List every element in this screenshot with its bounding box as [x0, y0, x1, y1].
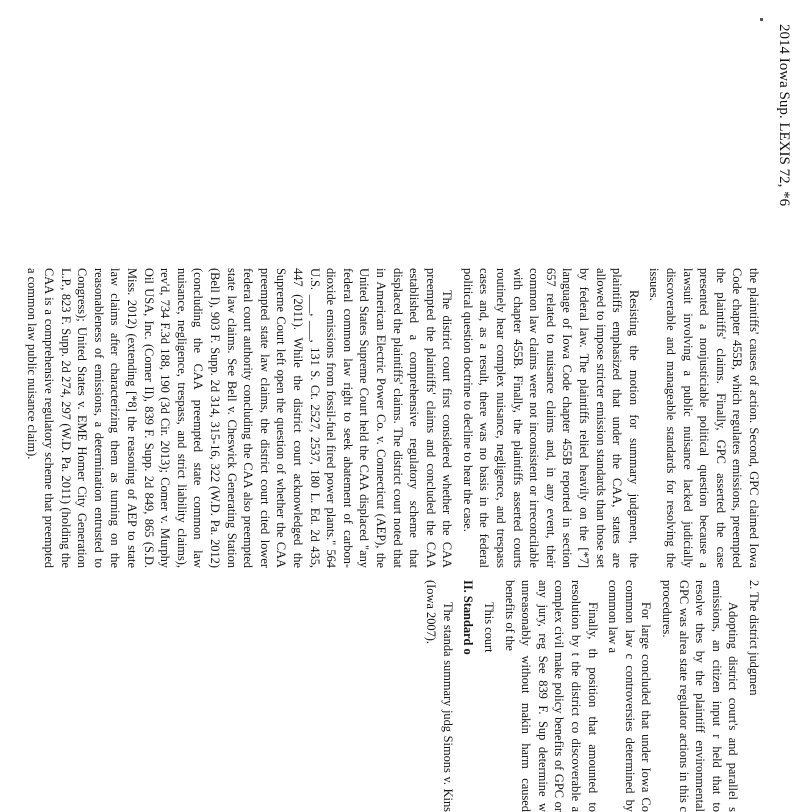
page-header — [772, 24, 792, 584]
citation-header: 2014 Iowa Sup. LEXIS 72, *6 — [776, 24, 792, 207]
paragraph: The standa summary judg Simons v. Kins (Iowa 2007). — [424, 580, 455, 812]
paragraph: For large concluded that under Iowa Co common law c controversies determined by common law a — [606, 580, 654, 812]
paragraph: Resisting the motion for summary judgment, the plaintiffs emphasized that under the CAA, states are allowed to impose stricter emission standards than those set by federal law. The plaintiffs relied heavily on the [*7] language of Iowa Code chapter 455B reported in section 657 related to nuisance claims and, in any event, their common law claims were not inconsistent or irreconcilable with chapter 455B. Finally, the plaintiffs asserted courts routinely hear complex nuisance, negligence, and trespass cases and, as a result, there was no basis in the federal political question doctrine to decline to hear the case. — [460, 268, 641, 568]
section-heading: II. Standard o — [461, 580, 476, 655]
paragraph: The district court first considered whether the CAA preempted the plaintiffs' claims and concluded the CAA established a comprehensive regulatory scheme that displaced the plaintiffs' claims. The district court noted that in American Electric Power Co. v. Connecticut (AEP), the United States Supreme Court held the CAA displaced "any federal common law right to seek abatement of carbon-dioxide emissions from fossil-fuel fired power plants." 564 U.S. ___, ___, 131 S. Ct. 2527, 2537, 180 L. Ed. 2d 435, 447 (2011). While the district court acknowledged the Supreme Court left open the question of whether the CAA preempted state law claims, the district court cited lower federal court authority concluding the CAA also preempted state law claims. See Bell v. Cheswick Generating Station (Bell I), 903 F. Supp. 2d 314, 315-16, 322 (W.D. Pa. 2012) (concluding the CAA preempted state common law nuisance, negligence, trespass, and strict liability claims), rev'd, 734 F.3d 188, 190 (3d Cir. 2013); Comer v. Murphy Oil USA, Inc. (Comer II), 839 F. Supp. 2d 849, 865 (S.D. Miss. 2012) (extending [*8] the reasoning of AEP to state law claims after characterizing them as turning on the reasonableness of emissions, a determination entrusted to Congress); United States v. EME Homer City Generation L.P., 823 F. Supp. 2d 274, 297 (W.D. Pa. 2011) (holding the CAA is a comprehensive regulatory scheme that preempted a common law public nuisance claim). — [25, 268, 455, 568]
opinion-column-main — [24, 268, 762, 568]
opinion-column-continued — [423, 580, 762, 812]
paragraph: Finally, th position that amounted to resolution by t the district co discoverable a complex civil make policy benefits of GPC or any jury, reg See 839 F. Sup determine w unreasonably without makin harm caused benefits of the — [502, 580, 600, 812]
paragraph: Adopting district court's and parallel s emissions, an citizen input r held that to resolve thes by the plaintiff environmental GPC was alrea state regulator actions in this c procedures. — [660, 580, 741, 812]
paragraph: 2. The district judgmen — [747, 580, 761, 696]
paragraph: This court — [482, 602, 497, 653]
paragraph: the plaintiffs' causes of action. Second, GPC claimed Iowa Code chapter 455B, which regulates emissions, preempted the plaintiffs' claims. Finally, GPC asserted the case presented a nonjusticiable political question because a lawsuit involving a public nuisance lacked judicially discoverable and manageable standards for resolving the issues. — [647, 268, 761, 568]
